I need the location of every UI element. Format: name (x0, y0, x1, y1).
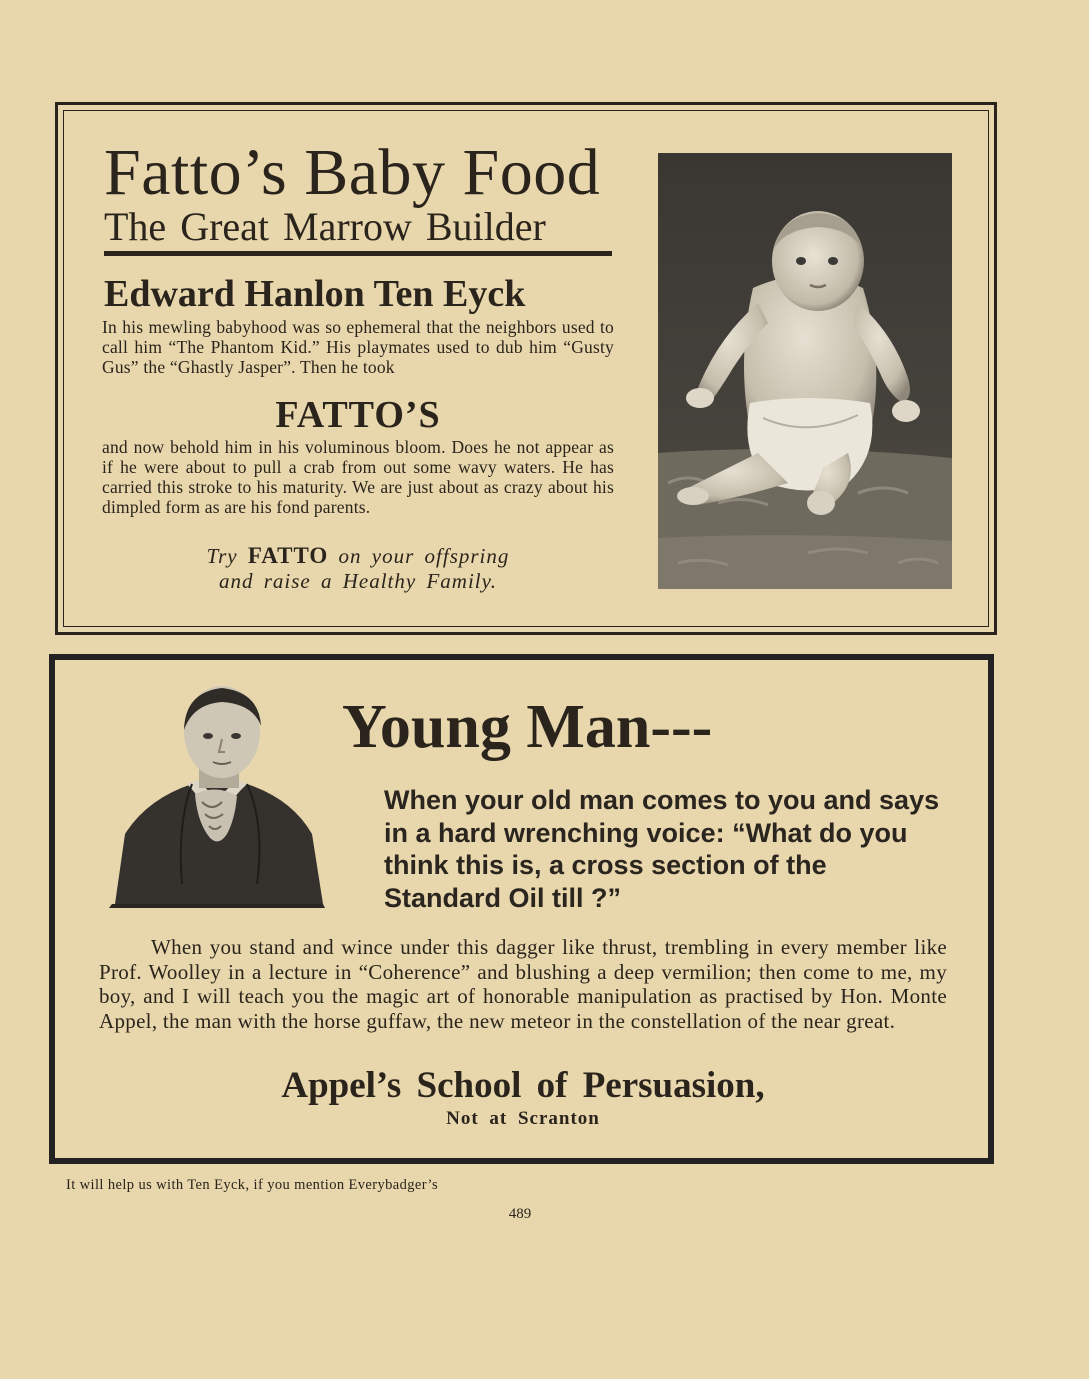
baby-photograph (658, 153, 952, 589)
ad-headline: Young Man--- (342, 693, 713, 761)
title-rule (104, 251, 612, 256)
ad-title: Fatto’s Baby Food (104, 136, 601, 209)
brand-name: FATTO’S (275, 394, 441, 436)
ad-lead-text: When your old man comes to you and says in a hard wrenching voice: “What do you think this is, a cross section of the Standard Oil till ?” (384, 785, 940, 913)
tagline-try: Try (206, 544, 238, 568)
subject-name: Edward Hanlon Ten Eyck (104, 273, 526, 315)
ad-subtitle: The Great Marrow Builder (104, 204, 546, 249)
ad-body-text: When you stand and wince under this dagger like thrust, trembling in every member like Prof. Woolley in a lecture in “Coherence” and blushing a deep vermilion; then come to me, my boy, and I will teach you the magic art of honorable manipulation as practised by Hon. Monte Appel, the man with the horse guffaw, the new meteor in the constellation of the near great. (99, 935, 947, 1033)
tagline-brand: FATTO (247, 543, 329, 568)
ad-paragraph-1: In his mewling babyhood was so ephemeral that the neighbors used to call him “The Phantom Kid.” His playmates used to dub him “Gusty Gus” the “Ghastly Jasper”. Then he took (102, 317, 614, 377)
appel-school-ad (49, 654, 994, 1164)
tagline-line2: and raise a Healthy Family. (218, 569, 498, 593)
school-name: Appel’s School of Persuasion, (281, 1065, 765, 1106)
page-number: 489 (508, 1206, 532, 1222)
footer-note: It will help us with Ten Eyck, if you mention Everybadger’s (66, 1177, 438, 1193)
school-location: Not at Scranton (446, 1108, 600, 1129)
portrait-young-man (107, 684, 331, 910)
ad-paragraph-2: and now behold him in his voluminous bloom. Does he not appear as if he were about to pull a crab from out some wavy waters. He has carried this stroke to his maturity. We are just about as crazy about his dimpled form as are his fond parents. (102, 437, 614, 517)
fatto-baby-food-ad (55, 102, 997, 635)
ad-tagline (102, 543, 614, 594)
tagline-rest: on your offspring (338, 544, 510, 568)
